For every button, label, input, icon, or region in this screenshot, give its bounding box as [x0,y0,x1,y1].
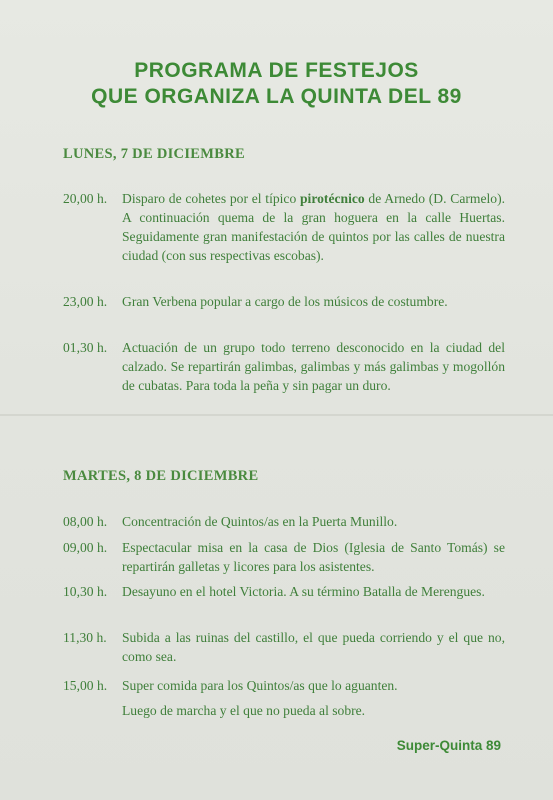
paper-fold [0,414,553,416]
event-text-part: de Arnedo (D. Carmelo). A continuación quema de la gran hoguera en la calle Huertas. Seguidamente gran manifestación de quintos por las calles de nuestra ciudad (con sus respectivas escobas). [122,191,505,263]
day-heading-monday: LUNES, 7 DE DICIEMBRE [63,146,245,162]
event-text-bold: pirotécnico [300,191,365,206]
event-text: Gran Verbena popular a cargo de los músicos de costumbre. [122,294,448,309]
event-text: Espectacular misa en la casa de Dios (Iglesia de Santo Tomás) se repartirán galletas y licores para los asistentes. [122,540,505,574]
event-text: Subida a las ruinas del castillo, el que pueda corriendo y el que no, como sea. [122,630,505,664]
event-time: 09,00 h. [63,540,108,555]
event-entry [63,676,505,695]
event-time: 23,00 h. [63,294,108,309]
event-text: Desayuno en el hotel Victoria. A su término Batalla de Merengues. [122,584,485,599]
closing-note: Luego de marcha y el que no pueda al sobre. [122,703,366,718]
event-time: 08,00 h. [63,514,108,529]
event-entry [63,292,505,311]
signature: Super-Quinta 89 [396,738,501,753]
event-entry [63,538,505,576]
event-time: 15,00 h. [63,678,108,693]
event-time: 11,30 h. [63,630,107,645]
day-heading-tuesday: MARTES, 8 DE DICIEMBRE [63,468,259,484]
event-text: Super comida para los Quintos/as que lo aguanten. [122,678,398,693]
event-entry [63,338,505,395]
event-time: 20,00 h. [63,191,108,206]
event-text: Actuación de un grupo todo terreno desconocido en la ciudad del calzado. Se repartirán galimbas, galimbas y más galimbas y mogollón de cubatas. Para toda la peña y sin pagar un duro. [122,340,505,393]
program-title-line2: QUE ORGANIZA LA QUINTA DEL 89 [91,85,462,108]
event-time: 01,30 h. [63,340,108,355]
event-entry [63,512,505,531]
event-text [122,189,505,265]
program-title-line1: PROGRAMA DE FESTEJOS [134,59,419,82]
event-entry [63,628,505,666]
event-time: 10,30 h. [63,584,108,599]
event-text-part: Disparo de cohetes por el típico [122,191,300,206]
event-text: Concentración de Quintos/as en la Puerta Munillo. [122,514,398,529]
event-entry [63,189,505,265]
event-entry [63,582,505,601]
